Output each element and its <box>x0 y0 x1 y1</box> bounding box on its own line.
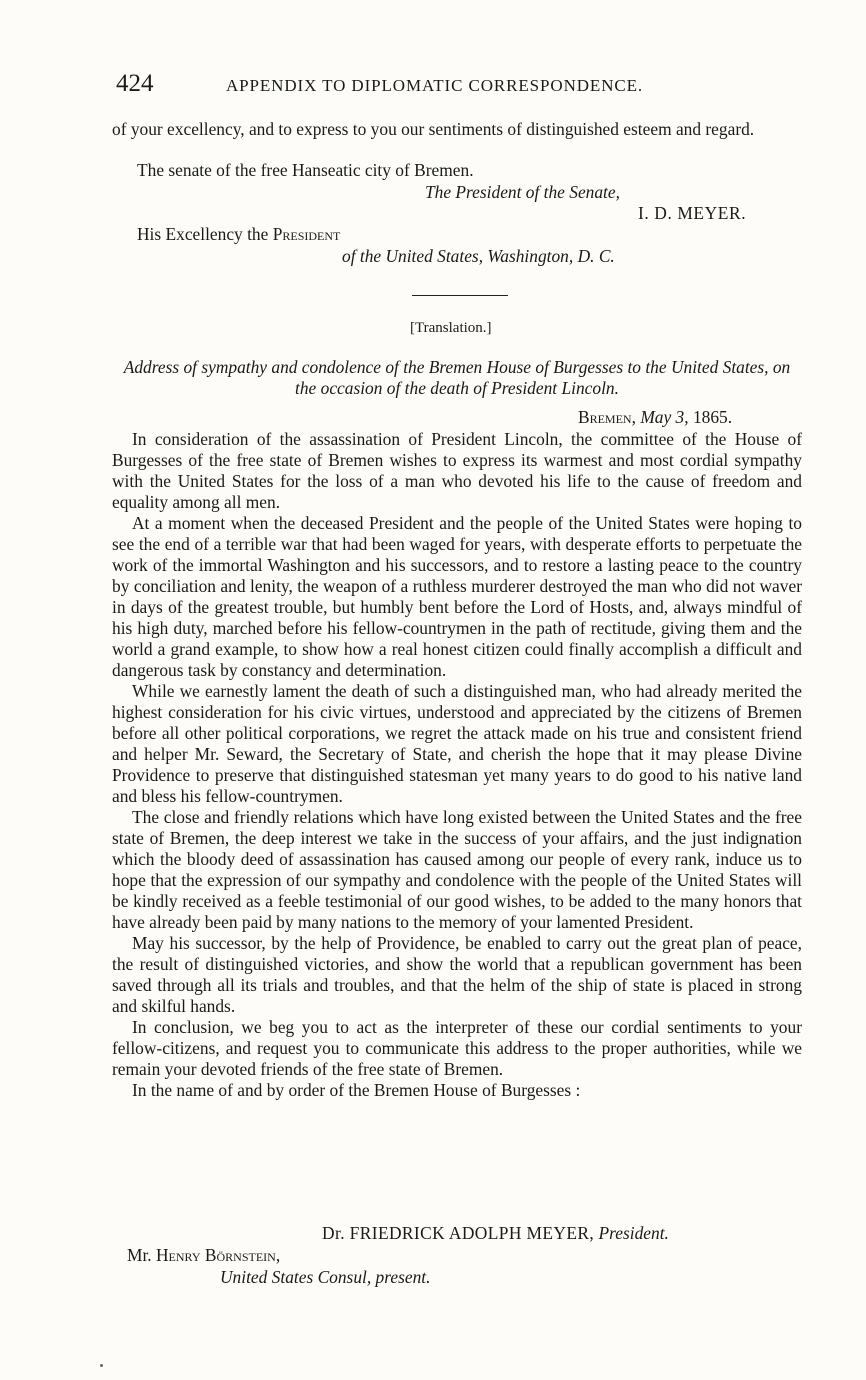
signer-title: The President of the Senate, <box>425 182 620 202</box>
signature: Dr. FRIEDRICK ADOLPH MEYER, President. <box>322 1223 669 1243</box>
page-header <box>112 70 802 100</box>
addressee-line-2: of the United States, Washington, D. C. <box>342 246 615 266</box>
dateline: Bremen, May 3, 1865. <box>578 407 733 427</box>
running-head: APPENDIX TO DIPLOMATIC CORRESPONDENCE. <box>226 76 644 95</box>
closing-line: In the name of and by order of the Bremen House of Burgesses : <box>132 1080 581 1100</box>
section-divider <box>412 295 508 296</box>
address-body <box>112 429 802 1101</box>
paragraph: While we earnestly lament the death of such a distinguished man, who had already merited the highest consideration for his civic virtues, understood and appreciated by the citizens of Bremen before all other political corporations, we regret the attack made on his true and consistent friend and helper Mr. Seward, the Secretary of State, and cherish the hope that it may please Divine Providence to preserve that distinguished statesman yet many years to do good to his native land and bless his fellow-countrymen. <box>112 681 802 806</box>
paragraph: In conclusion, we beg you to act as the interpreter of these our cordial sentiments to your fellow-citizens, and request you to communicate this address to the proper authorities, while we remain your devoted friends of the free state of Bremen. <box>112 1017 802 1079</box>
recipient-name: Mr. Henry Börnstein, <box>127 1245 281 1265</box>
paragraph: At a moment when the deceased President and the people of the United States were hoping to see the end of a terrible war that had been waged for years, with desperate efforts to perpetuate the work of the immortal Washington and his successors, and to restore a lasting peace to the country by conciliation and lenity, the weapon of a ruthless murderer destroyed the man who did not waver in days of the greatest trouble, but humbly bent before the Lord of Hosts, and, always mindful of his high duty, marched before his fellow-countrymen in the path of rectitude, giving them and the world a grand example, to show how a real honest citizen could finally accomplish a difficult and dangerous task by constancy and determination. <box>112 513 802 680</box>
translation-label: [Translation.] <box>410 320 492 336</box>
letter-continuation: of your excellency, and to express to you our sentiments of distinguished esteem and regard. <box>112 119 755 139</box>
paragraph: May his successor, by the help of Providence, be enabled to carry out the great plan of peace, the result of distinguished victories, and show the world that a republican government has been saved through all its trials and troubles, and that the helm of the ship of state is placed in strong and skilful hands. <box>112 933 802 1016</box>
signer-name: I. D. MEYER. <box>638 203 747 223</box>
recipient-role: United States Consul, present. <box>220 1267 431 1287</box>
page-speck <box>100 1364 103 1367</box>
senate-line: The senate of the free Hanseatic city of Bremen. <box>137 160 474 180</box>
paragraph: The close and friendly relations which have long existed between the United States and the free state of Bremen, the deep interest we take in the success of your affairs, and the just indignation which the bloody deed of assassination has caused among our people of every rank, induce us to hope that the expression of our sympathy and condolence with the people of the United States will be kindly received as a feeble testimonial of our good wishes, to be added to the many honors that have already been paid by many nations to the memory of your lamented President. <box>112 807 802 932</box>
address-heading: Address of sympathy and condolence of the Bremen House of Burgesses to the United States, on the occasion of the death of President Lincoln. <box>123 357 791 398</box>
paragraph: In consideration of the assassination of President Lincoln, the committee of the House of Burgesses of the free state of Bremen wishes to express its warmest and most cordial sympathy with the United States for the loss of a man who devoted his life to the cause of freedom and equality among all men. <box>112 429 802 512</box>
addressee-line-1: His Excellency the President <box>137 224 341 244</box>
page-number: 424 <box>116 70 154 97</box>
